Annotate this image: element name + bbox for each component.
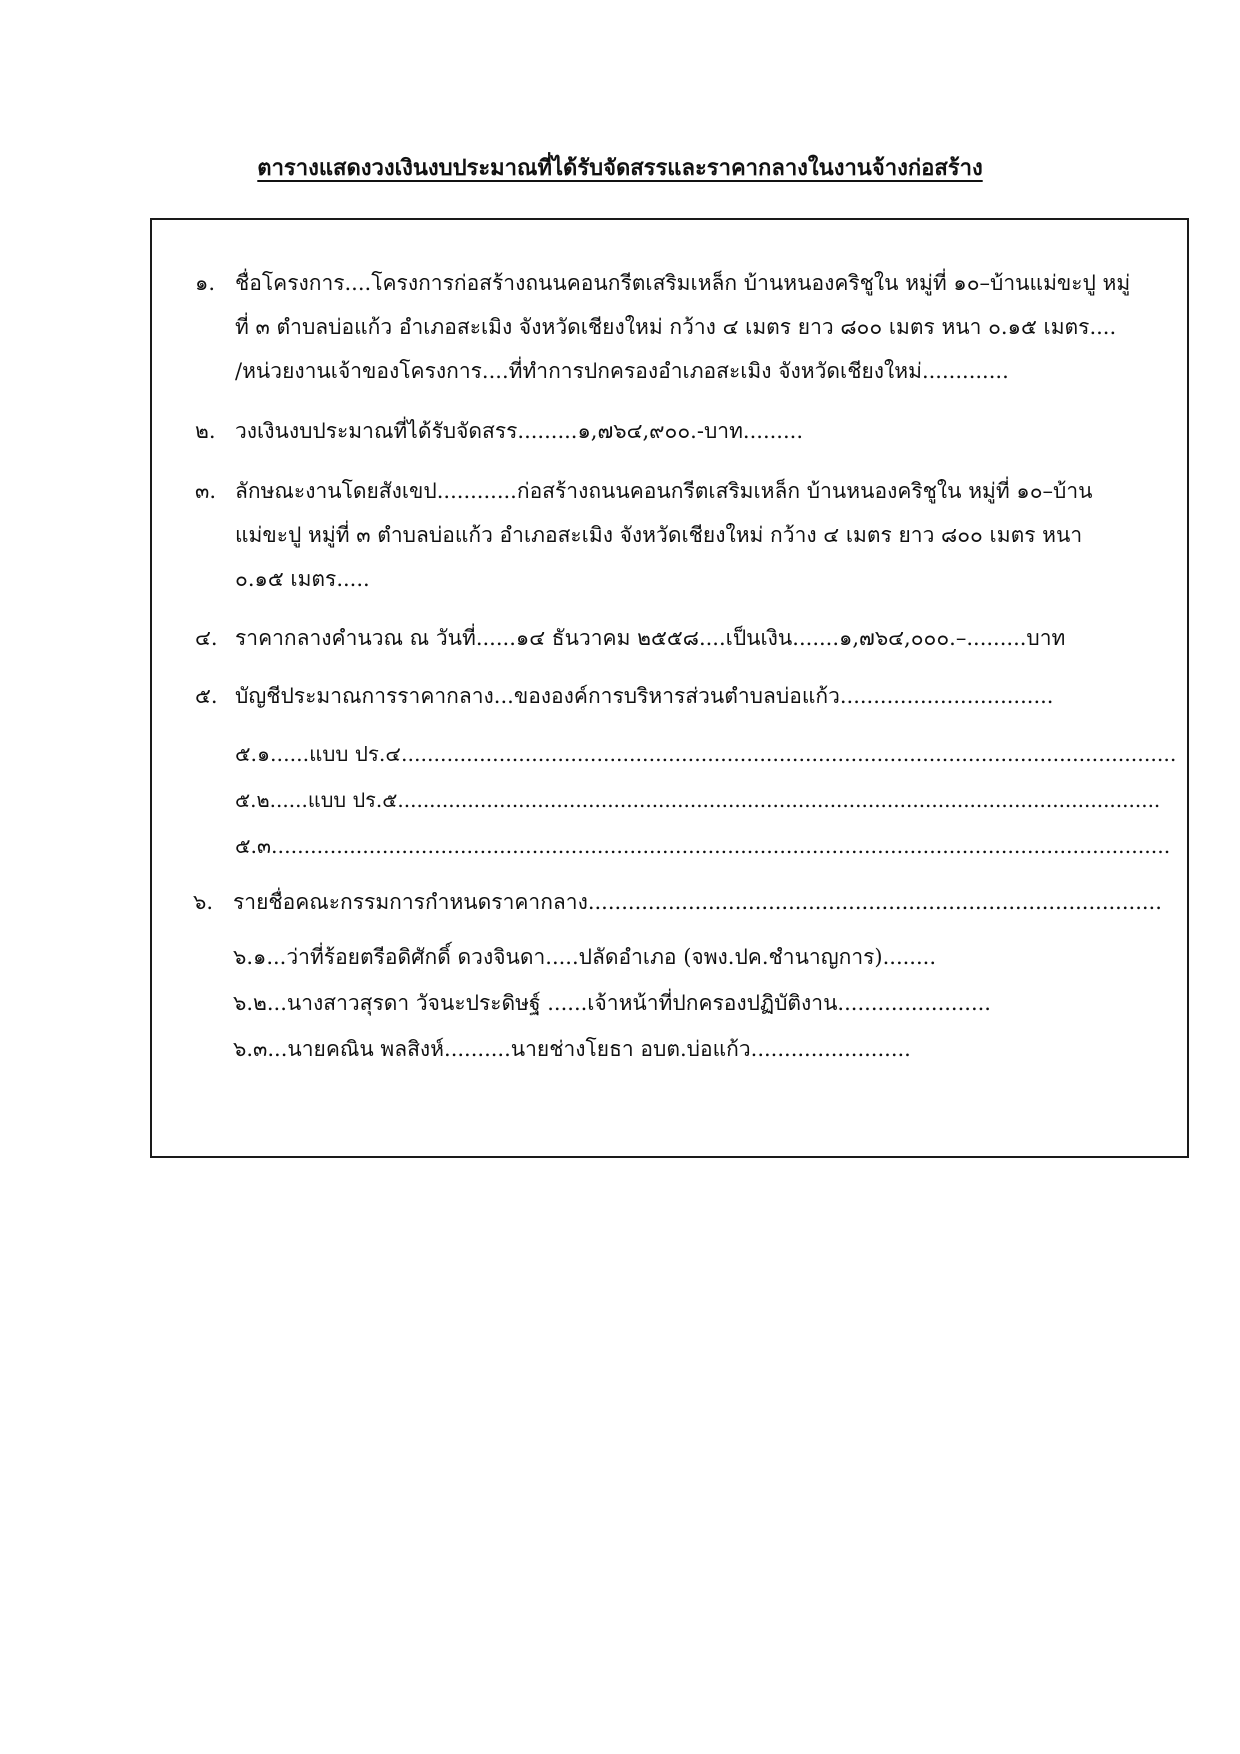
item-6-sub-2: ๖.๒...นางสาวสุรดา วัจนะประดิษฐ์ ......เจ้าหน้าที่ปกครองปฏิบัติงาน.......................: [233, 991, 991, 1015]
item-6-sub-1: ๖.๑...ว่าที่ร้อยตรีอดิศักดิ์ ดวงจินดา.....ปลัดอำเภอ (จพง.ปค.ชำนาญการ)........: [233, 945, 936, 969]
item-1-line-1: ชื่อโครงการ....โครงการก่อสร้างถนนคอนกรีตเสริมเหล็ก บ้านหนองคริชูใน หมู่ที่ ๑๐–บ้านแม่ขะปู หมู่: [235, 271, 1131, 295]
item-3-number: ๓.: [195, 479, 217, 503]
item-5-line-1: บัญชีประมาณการราคากลาง...ขององค์การบริหารส่วนตำบลบ่อแก้ว................................: [235, 684, 1054, 708]
item-4-number: ๔.: [195, 626, 218, 650]
page-title: ตารางแสดงวงเงินงบประมาณที่ได้รับจัดสรรและราคากลางในงานจ้างก่อสร้าง: [257, 155, 983, 181]
item-5-sub-3: ๕.๓..........................................................................................................................................: [235, 834, 1171, 858]
item-5-sub-2: ๕.๒......แบบ ปร.๕........................................................................................................................: [235, 788, 1161, 812]
item-5-sub-1: ๕.๑......แบบ ปร.๔.......................................................................................................................: [235, 742, 1177, 766]
item-3-line-1: ลักษณะงานโดยสังเขป............ก่อสร้างถนนคอนกรีตเสริมเหล็ก บ้านหนองคริชูใน หมู่ที่ ๑๐–บ้าน: [235, 479, 1093, 503]
item-6-line-1: รายชื่อคณะกรรมการกำหนดราคากลาง......................................................................................: [233, 890, 1162, 914]
item-2-line-1: วงเงินงบประมาณที่ได้รับจัดสรร.........๑,๗๖๔,๙๐๐.-บาท.........: [235, 419, 803, 443]
item-5-number: ๕.: [195, 684, 218, 708]
item-3-line-3: ๐.๑๕ เมตร.....: [235, 567, 370, 591]
item-2-number: ๒.: [195, 419, 216, 443]
item-1-line-2: ที่ ๓ ตำบลบ่อแก้ว อำเภอสะเมิง จังหวัดเชียงใหม่ กว้าง ๔ เมตร ยาว ๘๐๐ เมตร หนา ๐.๑๕ เมตร....: [235, 315, 1117, 339]
item-4-line-1: ราคากลางคำนวณ ณ วันที่......๑๔ ธันวาคม ๒๕๕๘....เป็นเงิน.......๑,๗๖๔,๐๐๐.–.........บาท: [235, 626, 1066, 650]
item-1-line-3: /หน่วยงานเจ้าของโครงการ....ที่ทำการปกครองอำเภอสะเมิง จังหวัดเชียงใหม่.............: [235, 359, 1009, 383]
item-3-line-2: แม่ขะปู หมู่ที่ ๓ ตำบลบ่อแก้ว อำเภอสะเมิง จังหวัดเชียงใหม่ กว้าง ๔ เมตร ยาว ๘๐๐ เมตร หนา: [235, 523, 1083, 547]
item-6-number: ๖.: [193, 890, 214, 914]
item-1-number: ๑.: [195, 271, 216, 295]
item-6-sub-3: ๖.๓...นายคณิน พลสิงห์..........นายช่างโยธา อบต.บ่อแก้ว........................: [233, 1037, 911, 1061]
